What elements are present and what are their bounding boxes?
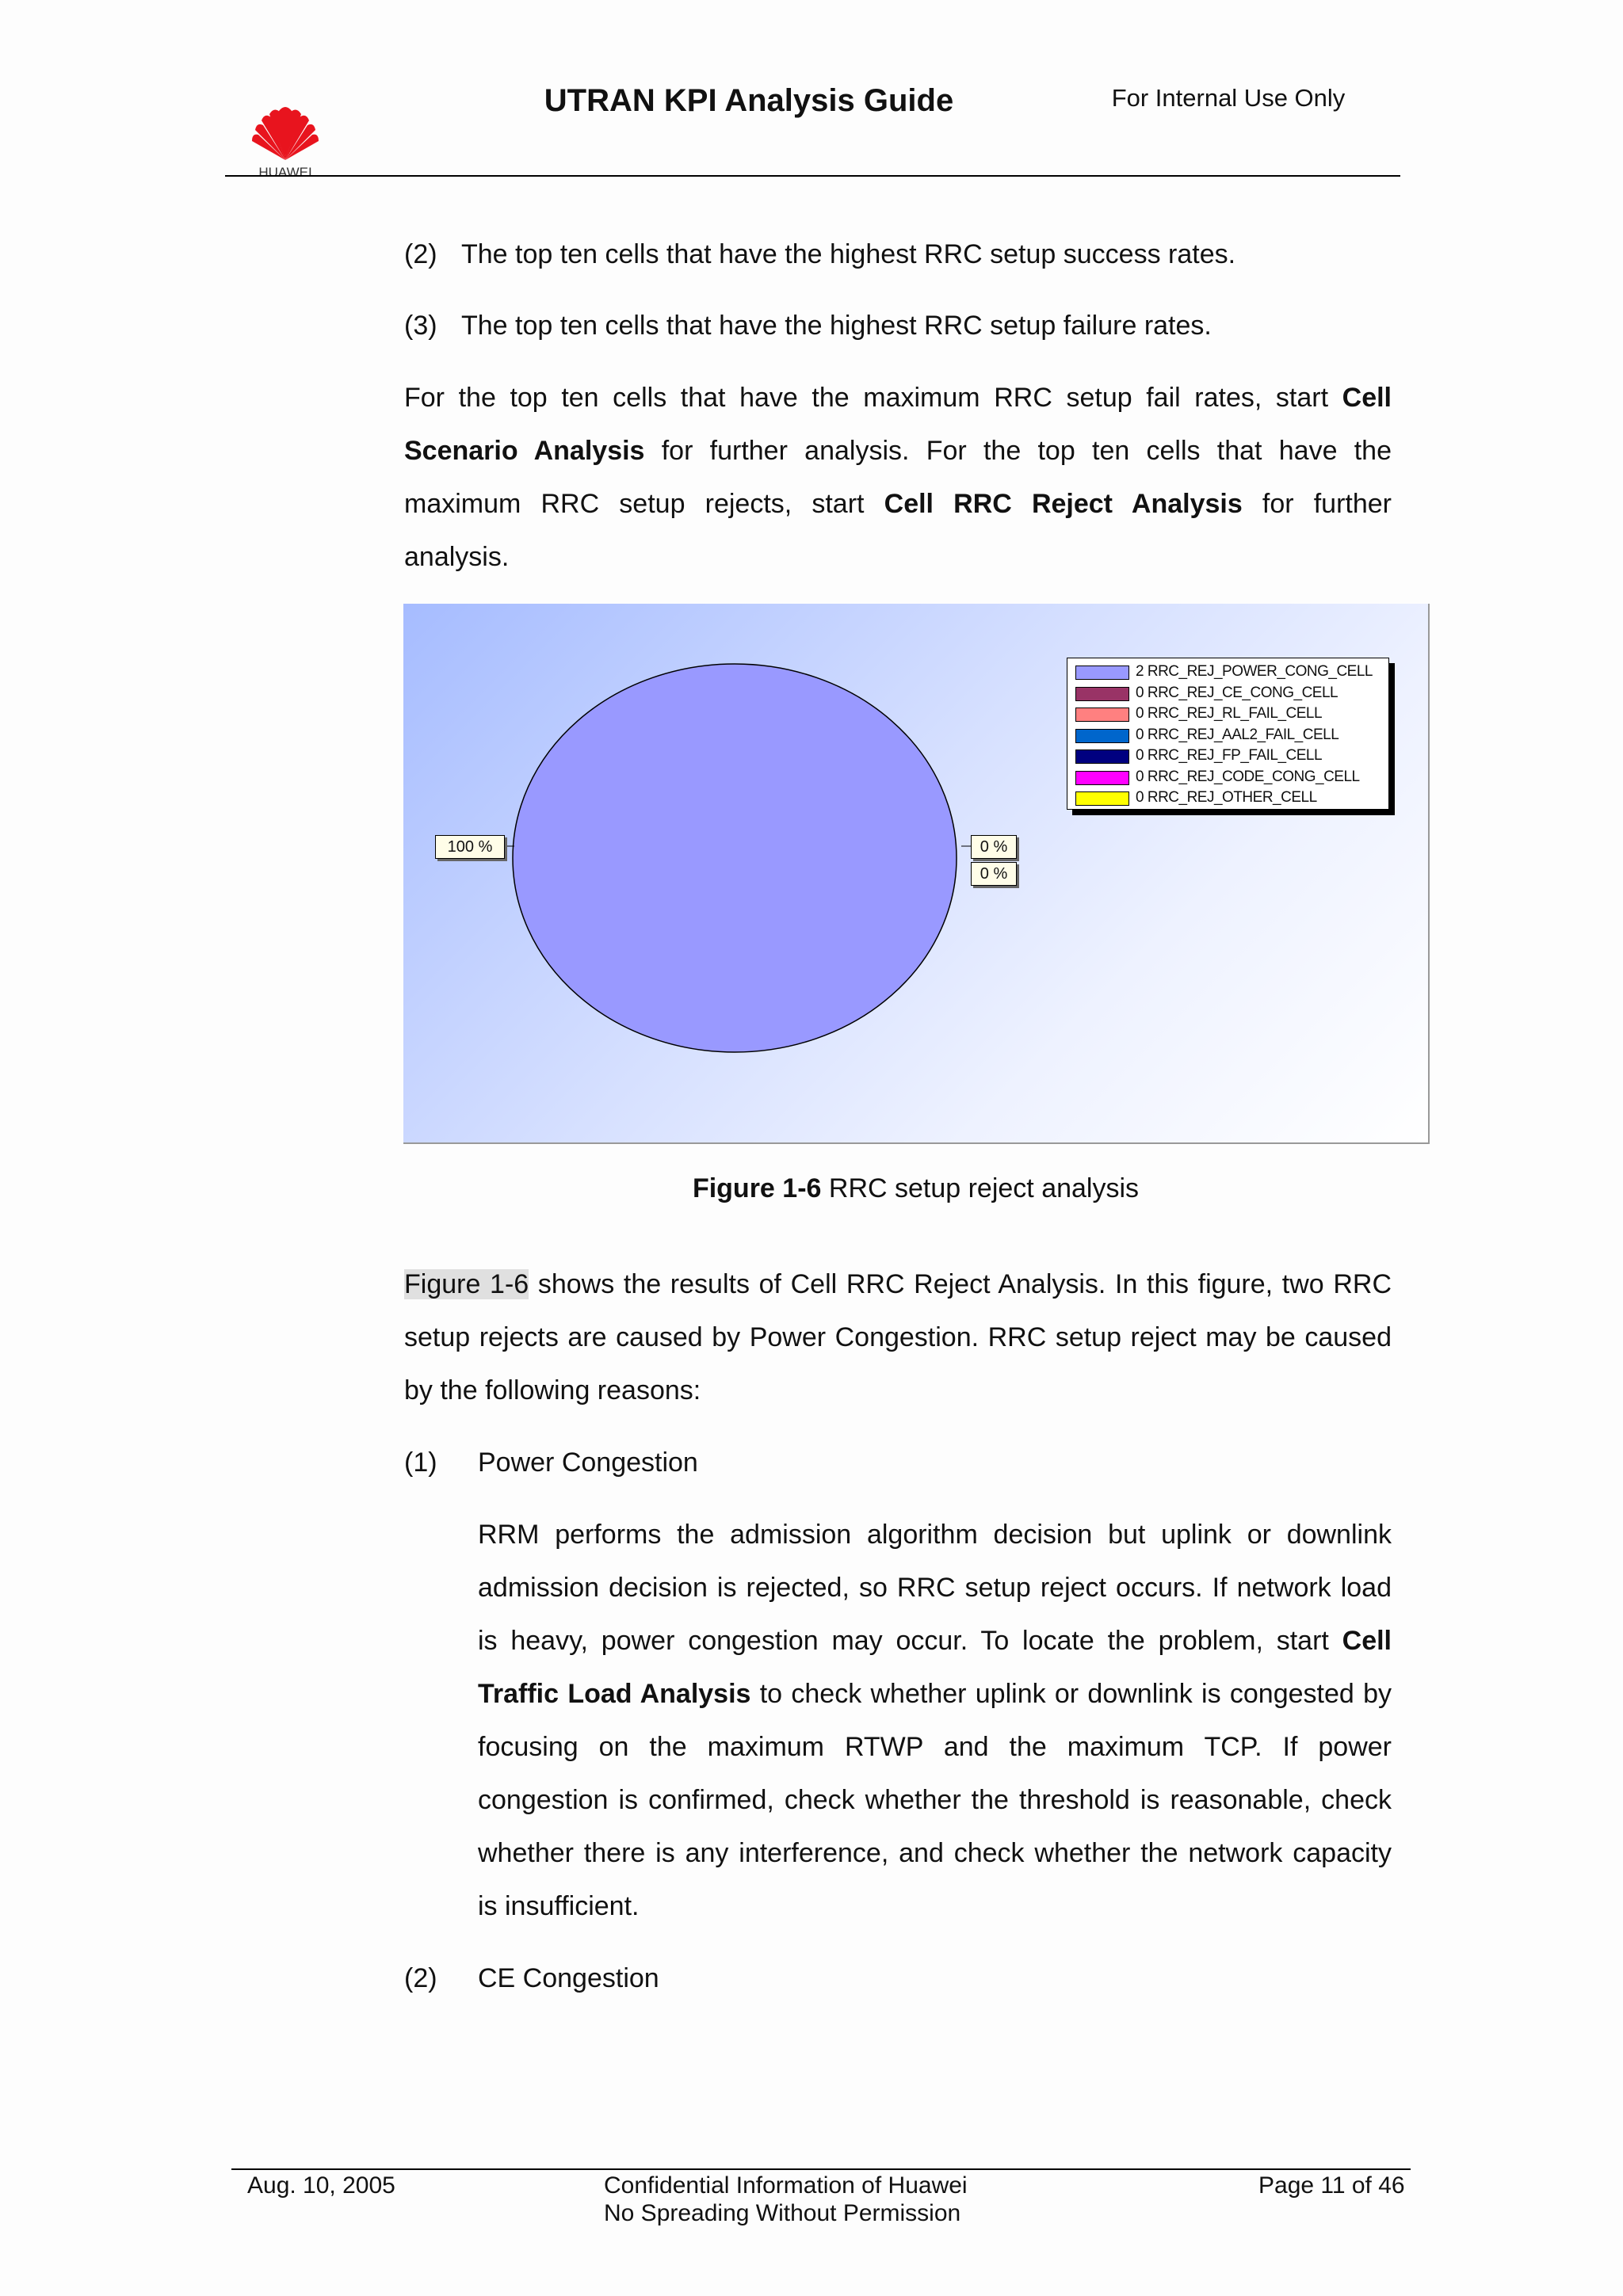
paragraph-line: congestion is confirmed, check whether the threshold is reasonable, check [478,1785,1392,1815]
legend-swatch [1075,771,1129,785]
paragraph-line: setup rejects are caused by Power Congestion. RRC setup reject may be caused [404,1322,1392,1352]
footer-divider [231,2168,1411,2170]
figure-reference-link[interactable]: Figure 1-6 [404,1269,529,1299]
pie-chart [403,604,1430,1144]
legend-label: 0 RRC_REJ_CE_CONG_CELL [1136,684,1338,701]
document-title: UTRAN KPI Analysis Guide [544,83,954,118]
paragraph-line: whether there is any interference, and check whether the network capacity [478,1838,1392,1868]
paragraph-line: Scenario Analysis for further analysis. For the top ten cells that have the [404,436,1392,466]
bold-term: Cell [1342,1626,1392,1656]
legend-swatch [1075,791,1129,806]
classification-label: For Internal Use Only [1111,84,1346,112]
bold-term: Traffic Load Analysis [478,1679,751,1709]
bold-term: Cell RRC Reject Analysis [884,489,1243,519]
paragraph-line: is insufficient. [478,1891,640,1921]
legend-swatch [1075,687,1129,701]
paragraph-line: admission decision is rejected, so RRC setup reject occurs. If network load [478,1573,1392,1603]
paragraph-line: Figure 1-6 shows the results of Cell RRC Reject Analysis. In this figure, two RRC [404,1269,1392,1299]
figure-caption: Figure 1-6 RRC setup reject analysis [692,1173,1140,1203]
huawei-logo [238,95,333,177]
chart-legend [1067,658,1389,810]
footer-no-spreading: No Spreading Without Permission [604,2200,961,2226]
data-label: 0 % [971,862,1017,886]
header-divider [225,175,1400,177]
data-label: 0 % [971,835,1017,859]
list-number: (3) [404,311,437,341]
legend-label: 0 RRC_REJ_RL_FAIL_CELL [1136,705,1323,722]
list-number: (2) [404,1963,437,1993]
paragraph-line: focusing on the maximum RTWP and the maximum TCP. If power [478,1732,1392,1762]
pie-slice-rrc-rej-power-cong-cell [513,664,957,1052]
list-number: (2) [404,239,437,269]
paragraph-line: RRM performs the admission algorithm decision but uplink or downlink [478,1520,1392,1550]
logo-text: HUAWEI [258,165,312,177]
list-item-title: Power Congestion [478,1447,698,1478]
list-item-title: CE Congestion [478,1963,659,1993]
bold-term: Cell [1342,383,1392,413]
footer-page-number: Page 11 of 46 [1258,2172,1405,2199]
list-item-text: The top ten cells that have the highest RRC setup success rates. [461,239,1236,269]
legend-swatch [1075,666,1129,680]
paragraph-line: by the following reasons: [404,1375,701,1405]
paragraph-line: For the top ten cells that have the maximum RRC setup fail rates, start Cell [404,383,1392,413]
paragraph-line: analysis. [404,542,510,572]
footer-confidential: Confidential Information of Huawei [604,2172,968,2199]
legend-label: 0 RRC_REJ_CODE_CONG_CELL [1136,768,1360,785]
paragraph-line: Traffic Load Analysis to check whether uplink or downlink is congested by [478,1679,1392,1709]
footer-date: Aug. 10, 2005 [247,2172,395,2199]
bold-term: Scenario Analysis [404,436,645,466]
legend-label: 0 RRC_REJ_AAL2_FAIL_CELL [1136,726,1339,743]
legend-swatch [1075,707,1129,722]
list-item-text: The top ten cells that have the highest RRC setup failure rates. [461,311,1212,341]
legend-label: 0 RRC_REJ_FP_FAIL_CELL [1136,747,1323,764]
paragraph-line: is heavy, power congestion may occur. To locate the problem, start Cell [478,1626,1392,1656]
list-number: (1) [404,1447,437,1478]
legend-label: 0 RRC_REJ_OTHER_CELL [1136,789,1317,806]
paragraph-line: maximum RRC setup rejects, start Cell RRC Reject Analysis for further [404,489,1392,519]
data-label: 100 % [435,835,505,859]
legend-swatch [1075,729,1129,743]
legend-swatch [1075,749,1129,764]
legend-label: 2 RRC_REJ_POWER_CONG_CELL [1136,663,1373,680]
